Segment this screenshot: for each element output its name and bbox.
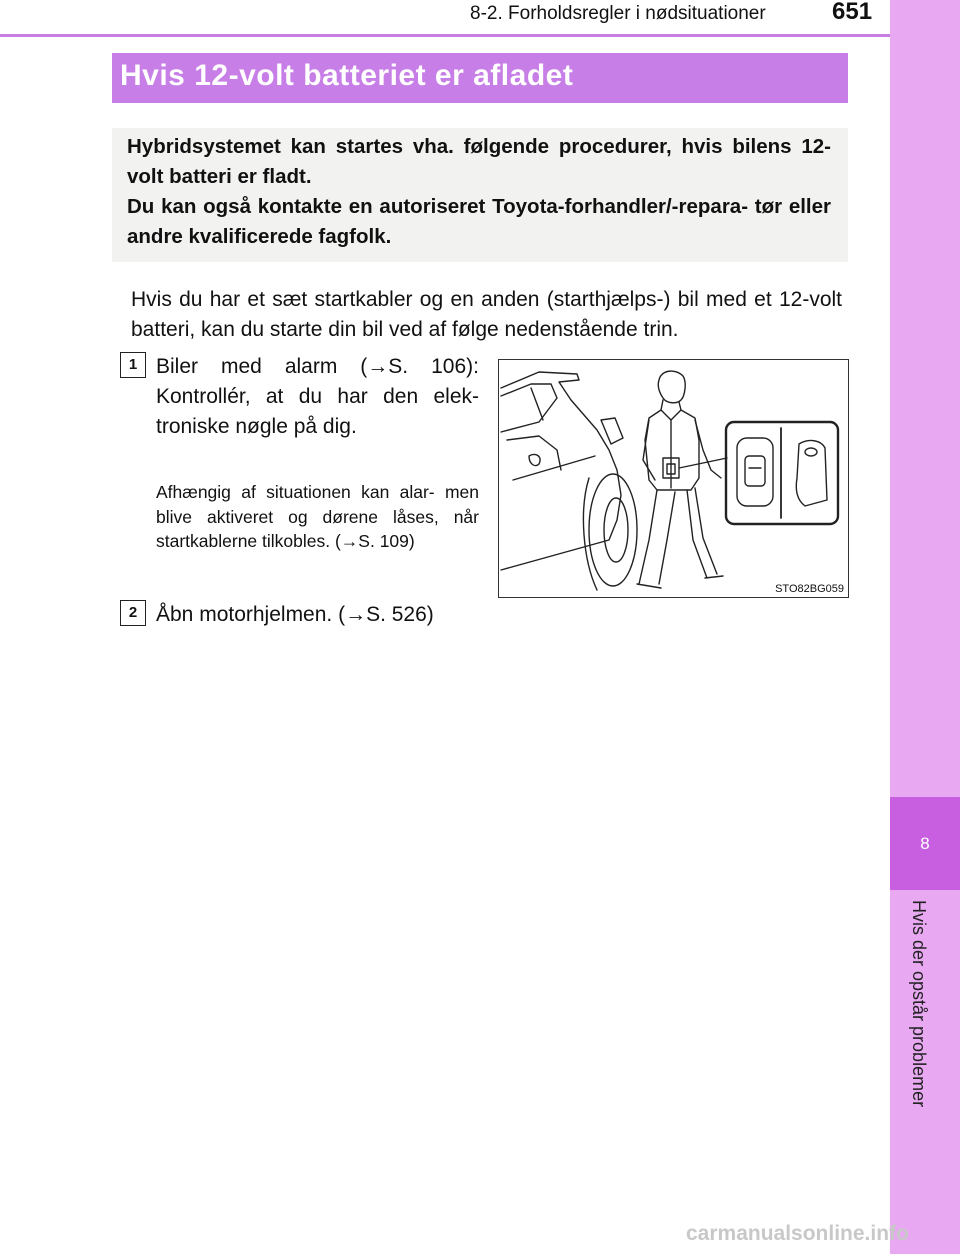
page-number: 651 [832, 0, 873, 25]
figure-id: STO82BG059 [775, 583, 844, 595]
watermark: carmanualsonline.info [686, 1222, 909, 1245]
body-paragraph: Hvis du har et sæt startkabler og en anden (starthjælps-) bil med et 12-volt batteri, kan du starte din bil ved af følge nedenstående trin. [131, 288, 842, 341]
illustration-car-person-key-icon [499, 360, 848, 597]
step-1-note: Afhængig af situationen kan alar- men blive aktiveret og dørene låses, når startkablerne tilkobles. (→S. 109) [156, 482, 479, 551]
header-rule [0, 34, 890, 37]
section-title: Hvis 12-volt batteriet er afladet [120, 59, 574, 92]
step-1-number: 1 [120, 352, 146, 378]
intro-box [112, 128, 848, 262]
chapter-sidebar [890, 0, 960, 1254]
intro-paragraph-1: Hybridsystemet kan startes vha. følgende procedurer, hvis bilens 12-volt batteri er fladt. [127, 135, 831, 188]
figure-person-with-key [498, 359, 849, 598]
chapter-number: 8 [920, 834, 930, 853]
header-section-title: 8-2. Forholdsregler i nødsituationer [470, 3, 766, 24]
step-2-text: Åbn motorhjelmen. (→S. 526) [156, 603, 434, 626]
intro-paragraph-2: Du kan også kontakte en autoriseret Toyota-forhandler/-repara- tør eller andre kvalificerede fagfolk. [127, 195, 831, 248]
chapter-title: Hvis der opstår problemer [909, 900, 929, 1108]
section-banner [112, 53, 848, 103]
step-1-text: Biler med alarm (→S. 106): Kontrollér, at du har den elek- troniske nøgle på dig. [156, 355, 479, 438]
step-2-number: 2 [120, 600, 146, 626]
